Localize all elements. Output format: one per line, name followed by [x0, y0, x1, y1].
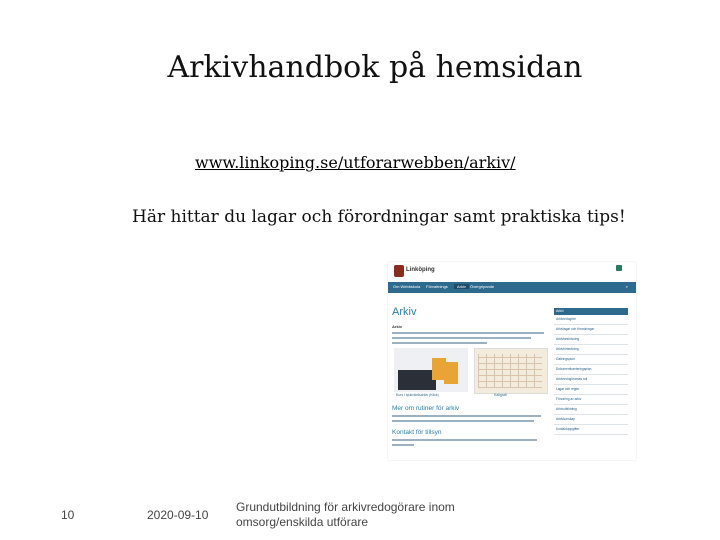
section-heading: Mer om rutiner för arkiv: [392, 405, 460, 412]
body-text: [392, 415, 550, 425]
sidebar-item: Förvaring av arkiv: [554, 395, 628, 405]
page-heading: Arkiv: [392, 306, 417, 318]
nav-item: Om Webbskola: [393, 284, 421, 289]
nav-item-active: Arkiv: [454, 284, 469, 289]
arkiv-link[interactable]: www.linkoping.se/utforarwebben/arkiv/: [195, 153, 516, 172]
sidebar-item: Arkivredogöre: [554, 315, 628, 325]
site-nav: [388, 282, 636, 293]
sidebar-item: Lagar och regler: [554, 385, 628, 395]
page-number: 10: [61, 508, 75, 522]
caption-left: Kurs i sjukvårdsarkiv (Klick): [396, 393, 439, 397]
city-logo-icon: [394, 265, 404, 277]
sidebar-item: Gallringsplan: [554, 355, 628, 365]
search-icon: ⌕: [625, 284, 628, 289]
laptop-image: [398, 370, 436, 390]
sidebar-item: Arkivredogörarnas roll: [554, 375, 628, 385]
sidebar-item: Arkivförteckning: [554, 345, 628, 355]
sidebar-item: Dokumenthanteringsplan: [554, 365, 628, 375]
sidebar-item: Arkivkunskap: [554, 415, 628, 425]
website-screenshot: [388, 262, 636, 460]
folder-image: [444, 362, 458, 384]
slide-subtitle: Här hittar du lagar och förordningar samt praktiska tips!: [132, 207, 626, 227]
body-text: [392, 332, 550, 347]
section-heading: Kontakt för tillsyn: [392, 429, 442, 436]
ledger-lines: [478, 354, 542, 388]
nav-item: Övergripande: [470, 284, 495, 289]
sidebar-item: Arkivlagar och förordningar: [554, 325, 628, 335]
body-text: [392, 439, 550, 449]
login-icon: [616, 265, 622, 271]
sidebar-menu: [554, 308, 628, 435]
slide-title: Arkivhandbok på hemsidan: [167, 50, 583, 85]
sidebar-item: Kontaktuppgifter: [554, 425, 628, 435]
sidebar-item: Arkivbeskrivning: [554, 335, 628, 345]
site-logo-text: Linköping: [406, 267, 435, 273]
sidebar-item: Arkivutbildning: [554, 405, 628, 415]
nav-item: Förvaltnings: [426, 284, 448, 289]
site-header: [388, 262, 636, 282]
intro-label: Arkiv: [392, 324, 403, 329]
footer-course: Grundutbildning för arkivredogörare inom omsorg/enskilda utförare: [236, 500, 455, 529]
caption-right: Kaligrafi: [494, 393, 507, 397]
footer-date: 2020-09-10: [147, 508, 209, 522]
sidebar-head: Arkiv: [554, 308, 628, 315]
